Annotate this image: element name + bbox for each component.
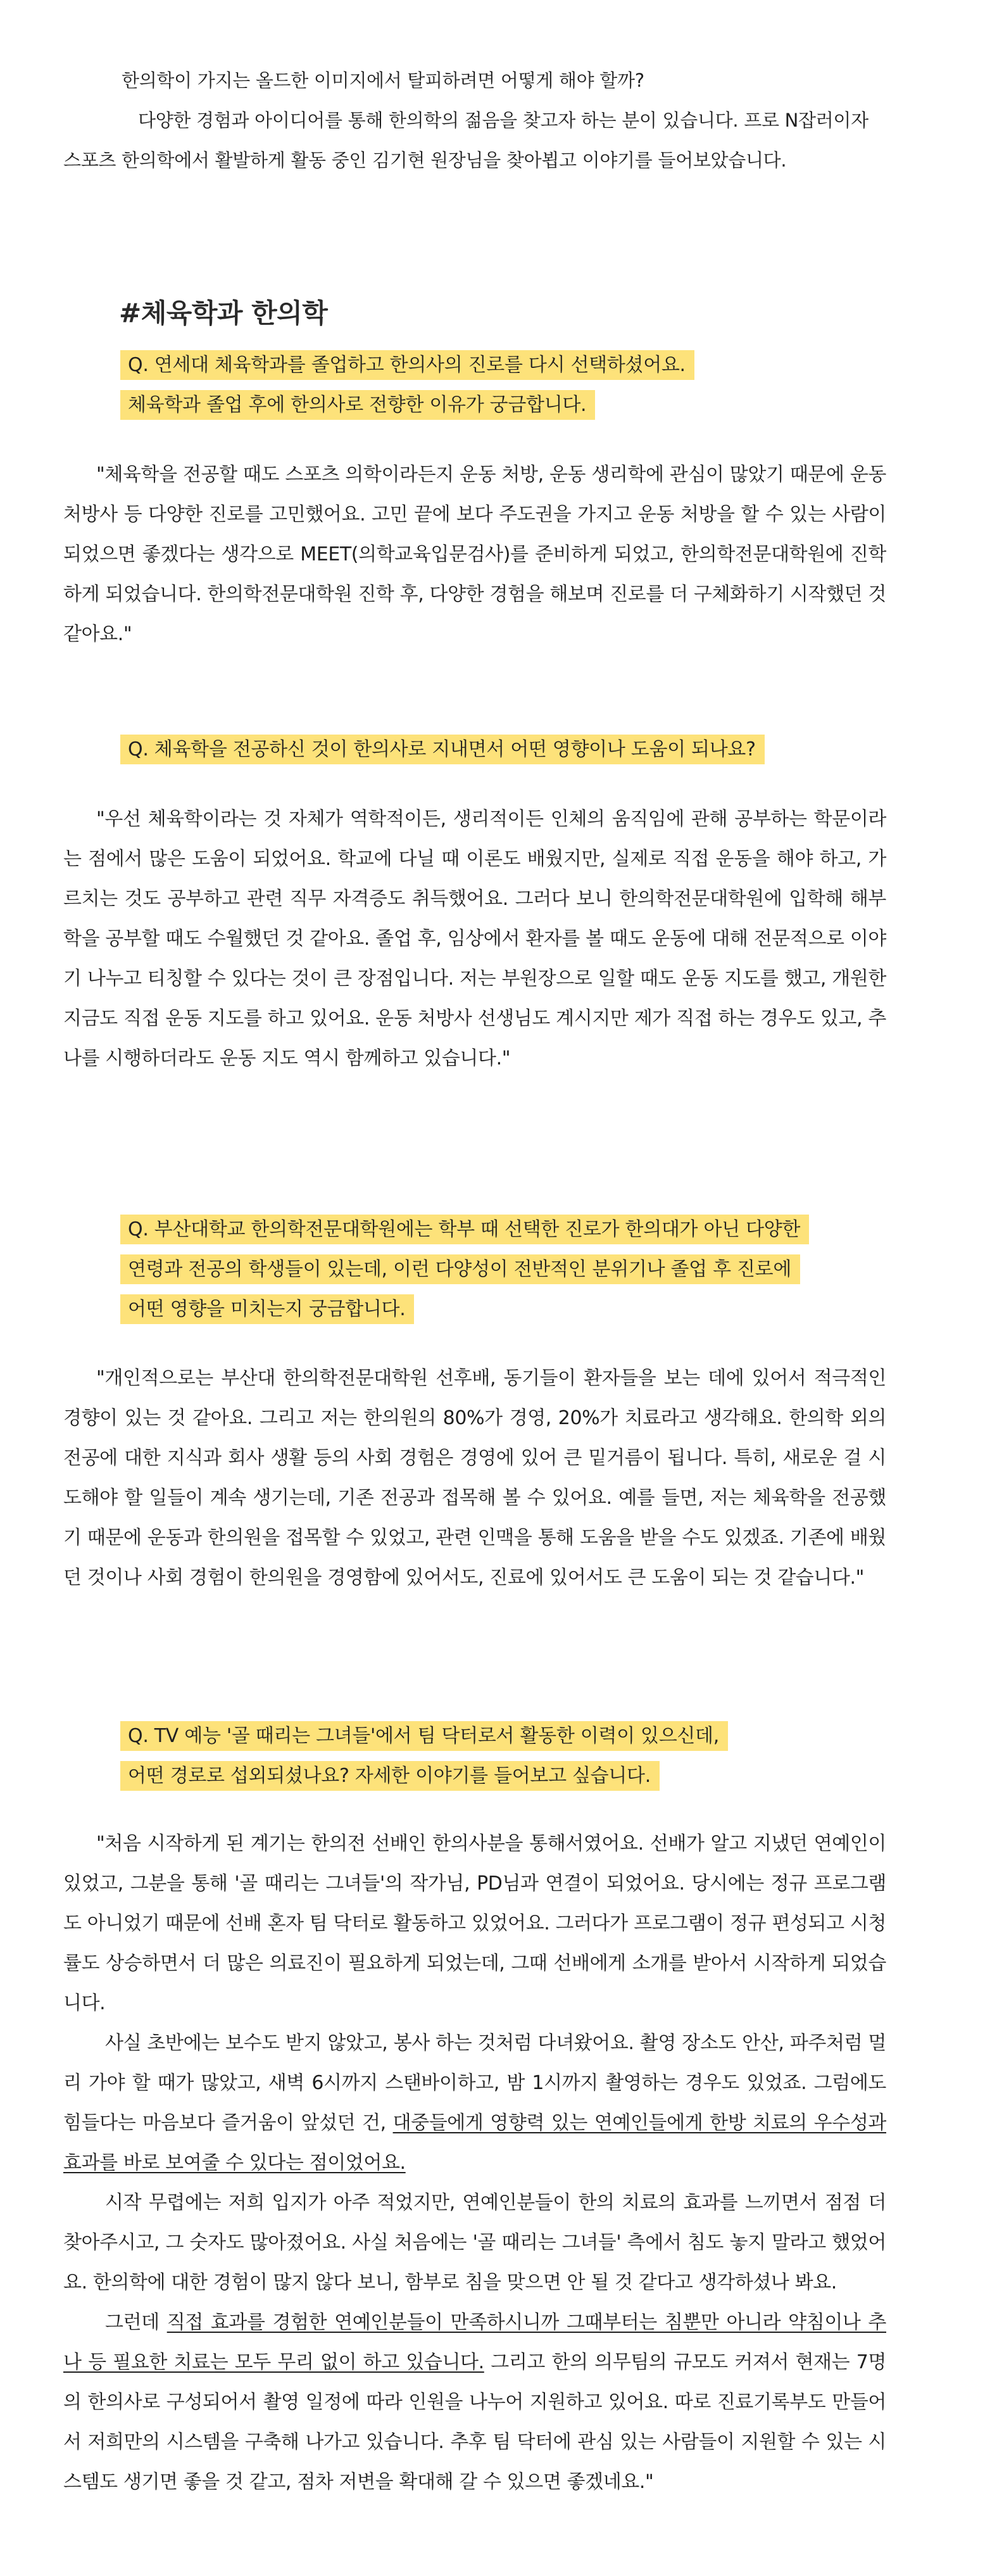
answer-4-paragraph-2-underlined: 대중들에게 영향력 있는 연예인들에게 한방 치료의 우수성과 효과를 바로 보여줄 수 있다는 점이었어요.	[63, 2112, 886, 2174]
question-1-line-1: Q. 연세대 체육학과를 졸업하고 한의사의 진로를 다시 선택하셨어요.	[120, 350, 694, 380]
question-1-line-2: 체육학과 졸업 후에 한의사로 전향한 이유가 궁금합니다.	[120, 390, 595, 420]
question-2-line-1: Q. 체육학을 전공하신 것이 한의사로 지내면서 어떤 영향이나 도움이 되나요?	[120, 735, 765, 764]
intro-text: 다양한 경험과 아이디어를 통해 한의학의 젊음을 찾고자 하는 분이 있습니다. 프로 N잡러이자 스포츠 한의학에서 활발하게 활동 중인 김기현 원장님을 찾아뵙고 이야기를 들어보았습니다.	[63, 110, 868, 171]
question-4-line-1: Q. TV 예능 '골 때리는 그녀들'에서 팀 닥터로서 활동한 이력이 있으신데,	[120, 1721, 728, 1751]
section-heading: #체육학과 한의학	[119, 298, 328, 329]
question-2	[120, 729, 765, 769]
answer-4-paragraph-4	[63, 2302, 886, 2502]
question-1	[120, 345, 694, 425]
answer-3-text: "개인적으로는 부산대 한의학전문대학원 선후배, 동기들이 환자들을 보는 데에 있어서 적극적인 경향이 있는 것 같아요. 그리고 저는 한의원의 80%가 경영, 20%가 치료라고 생각해요. 한의학 외의 전공에 대한 지식과 회사 생활 등의 사회 경험은 경영에 있어 큰 밑거름이 됩니다. 특히, 새로운 걸 시도해야 할 일들이 계속 생기는데, 기존 전공과 접목해 볼 수 있어요. 예를 들면, 저는 체육학을 전공했기 때문에 운동과 한의원을 접목할 수 있었고, 관련 인맥을 통해 도움을 받을 수도 있겠죠. 기존에 배웠던 것이나 사회 경험이 한의원을 경영함에 있어서도, 진료에 있어서도 큰 도움이 되는 것 같습니다."	[63, 1367, 886, 1589]
answer-1-text: "체육학을 전공할 때도 스포츠 의학이라든지 운동 처방, 운동 생리학에 관심이 많았기 때문에 운동 처방사 등 다양한 진로를 고민했어요. 고민 끝에 보다 주도권을 가지고 운동 처방을 할 수 있는 사람이 되었으면 좋겠다는 생각으로 MEET(의학교육입문검사)를 준비하게 되었고, 한의학전문대학원에 진학하게 되었습니다. 한의학전문대학원 진학 후, 다양한 경험을 해보며 진로를 더 구체화하기 시작했던 것 같아요."	[63, 464, 886, 645]
answer-4-paragraph-1: "처음 시작하게 된 계기는 한의전 선배인 한의사분을 통해서였어요. 선배가 알고 지냈던 연예인이 있었고, 그분을 통해 '골 때리는 그녀들'의 작가님, PD님과 연결이 되었어요. 당시에는 정규 프로그램도 아니었기 때문에 선배 혼자 팀 닥터로 활동하고 있었어요. 그러다가 프로그램이 정규 편성되고 시청률도 상승하면서 더 많은 의료진이 필요하게 되었는데, 그때 선배에게 소개를 받아서 시작하게 되었습니다.	[63, 1833, 886, 2014]
intro	[63, 61, 886, 180]
answer-4-paragraph-4-text-a: 그런데	[105, 2311, 167, 2333]
answer-4-paragraph-2	[63, 2023, 886, 2183]
answer-3	[63, 1358, 886, 1598]
answer-4-paragraph-4-text-b: 그리고 한의 의무팀의 규모도 커져서 현재는 7명의 한의사로 구성되어서 촬영 일정에 따라 인원을 나누어 지원하고 있어요. 따로 진료기록부도 만들어서 저희만의 시스템을 구축해 나가고 있습니다. 추후 팀 닥터에 관심 있는 사람들이 지원할 수 있는 시스템도 생기면 좋을 것 같고, 점차 저변을 확대해 갈 수 있으면 좋겠네요."	[63, 2351, 886, 2493]
answer-4-paragraph-3: 시작 무렵에는 저희 입지가 아주 적었지만, 연예인분들이 한의 치료의 효과를 느끼면서 점점 더 찾아주시고, 그 숫자도 많아졌어요. 사실 처음에는 '골 때리는 그녀들' 측에서 침도 놓지 말라고 했었어요. 한의학에 대한 경험이 많지 않다 보니, 함부로 침을 맞으면 안 될 것 같다고 생각하셨나 봐요.	[63, 2192, 886, 2294]
question-4	[120, 1716, 728, 1796]
question-4-line-2: 어떤 경로로 섭외되셨나요? 자세한 이야기를 들어보고 싶습니다.	[120, 1761, 660, 1791]
answer-4-paragraph-4-underlined: 직접 효과를 경험한 연예인분들이 만족하시니까 그때부터는 침뿐만 아니라 약침이나 추나 등 필요한 치료는 모두 무리 없이 하고 있습니다.	[63, 2311, 886, 2373]
intro-question: 한의학이 가지는 올드한 이미지에서 탈피하려면 어떻게 해야 할까?	[122, 70, 644, 91]
answer-4-paragraph-2-text: 사실 초반에는 보수도 받지 않았고, 봉사 하는 것처럼 다녀왔어요. 촬영 장소도 안산, 파주처럼 멀리 가야 할 때가 많았고, 새벽 6시까지 스탠바이하고, 밤 1시까지 촬영하는 경우도 있었죠. 그럼에도 힘들다는 마음보다 즐거움이 앞섰던 건,	[63, 2032, 886, 2134]
question-3-line-1: Q. 부산대학교 한의학전문대학원에는 학부 때 선택한 진로가 한의대가 아닌 다양한	[120, 1215, 809, 1244]
question-3	[120, 1209, 809, 1329]
question-3-line-3: 어떤 영향을 미치는지 궁금합니다.	[120, 1294, 414, 1324]
question-3-line-2: 연령과 전공의 학생들이 있는데, 이런 다양성이 전반적인 분위기나 졸업 후 진로에	[120, 1254, 800, 1284]
answer-4	[63, 1824, 886, 2502]
answer-2	[63, 799, 886, 1078]
answer-2-text: "우선 체육학이라는 것 자체가 역학적이든, 생리적이든 인체의 움직임에 관해 공부하는 학문이라는 점에서 많은 도움이 되었어요. 학교에 다닐 때 이론도 배웠지만, 실제로 직접 운동을 해야 하고, 가르치는 것도 공부하고 관련 직무 자격증도 취득했어요. 그러다 보니 한의학전문대학원에 입학해 해부학을 공부할 때도 수월했던 것 같아요. 졸업 후, 임상에서 환자를 볼 때도 운동에 대해 전문적으로 이야기 나누고 티칭할 수 있다는 것이 큰 장점입니다. 저는 부원장으로 일할 때도 운동 지도를 했고, 개원한 지금도 직접 운동 지도를 하고 있어요. 운동 처방사 선생님도 계시지만 제가 직접 하는 경우도 있고, 추나를 시행하더라도 운동 지도 역시 함께하고 있습니다."	[63, 808, 886, 1070]
answer-1	[63, 455, 886, 654]
